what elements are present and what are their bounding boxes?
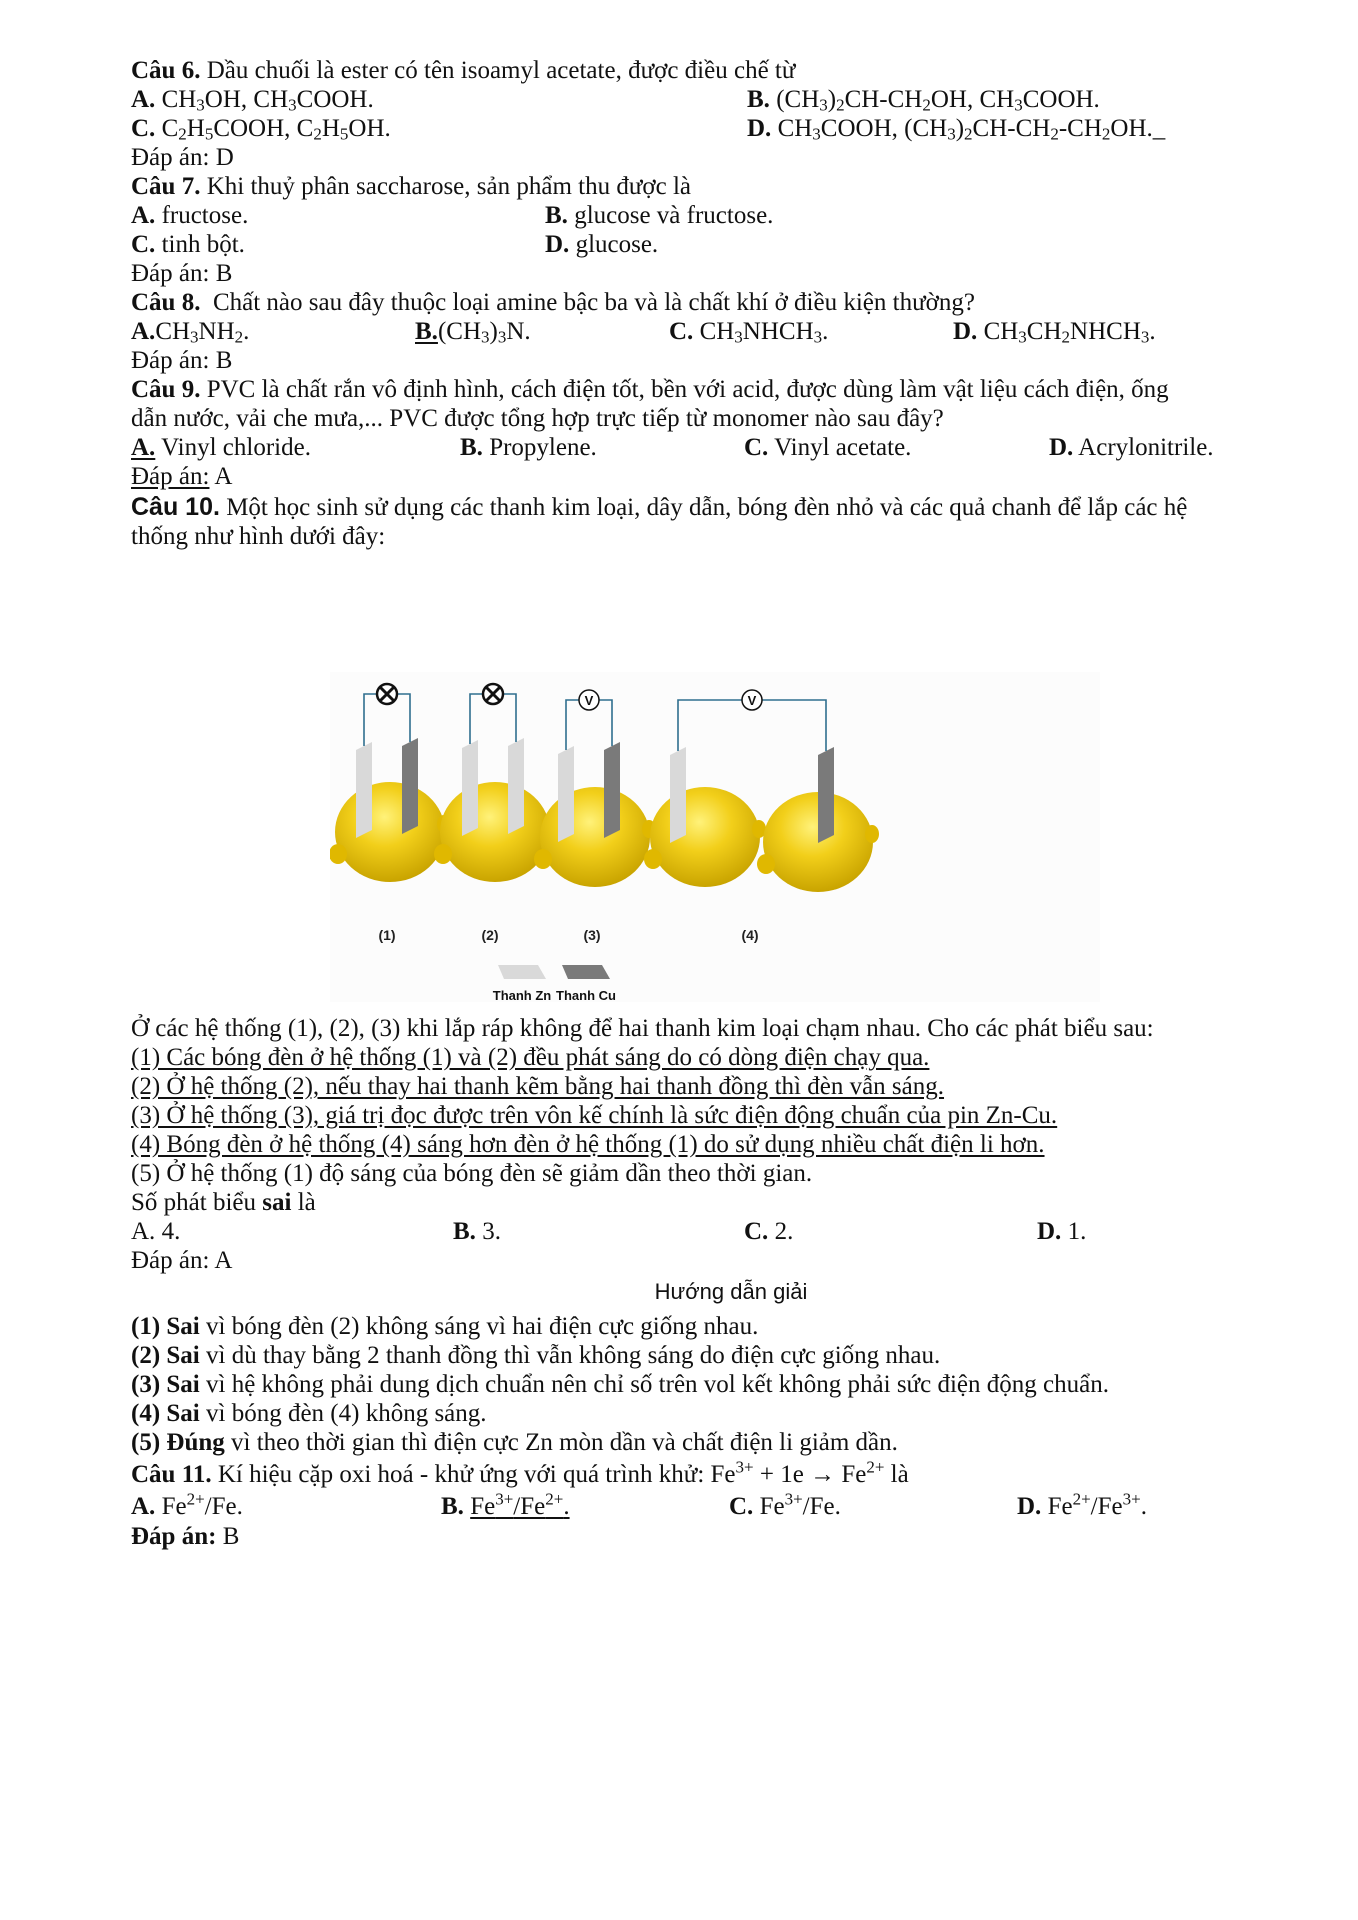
copper-strip [402,738,418,834]
q7-answer: Đáp án: B [131,260,233,287]
q8-answer: Đáp án: B [131,347,233,374]
q10-option-c: C. 2. [744,1218,794,1245]
q6-option-b: B. $(CH_3)_2CH-CH_2OH$, $CH_3COOH$. [747,86,1100,115]
q11-stem: Câu 11. Kí hiệu cặp oxi hoá - khử ứng với quá trình khử: $Fe^{3+} + 1e \to Fe^{2+}$ là [131,1457,909,1488]
q10-statement-2: (2) Ở hệ thống (2), nếu thay hai thanh kẽm bằng hai thanh đồng thì đèn vẫn sáng. [131,1073,945,1100]
q8-text: Chất nào sau đây thuộc loại amine bậc ba và là chất khí ở điều kiện thường? [200,289,975,316]
q7-option-d: D. glucose. [545,231,659,258]
zinc-strip [558,746,574,842]
q6-option-c: C. $C_2H_5COOH$, $C_2H_5OH$. [131,115,391,144]
q7-label: Câu 7. [131,173,201,200]
q10-statement-4: (4) Bóng đèn ở hệ thống (4) sáng hơn đèn ở hệ thống (1) do sử dụng nhiều chất điện li hơn. [131,1131,1045,1158]
q6-option-d: D. $CH_3COOH$, $(CH_3)_2CH-CH_2-CH_2OH.\_$ [747,115,1166,144]
lemon [335,782,445,882]
zinc-strip [356,742,372,838]
q11-answer: Đáp án: B [131,1523,240,1550]
q11-option-a: A. $Fe^{2+}/Fe$. [131,1489,243,1520]
voltmeter-symbol: V [747,693,757,708]
q10-stem-line2: thống như hình dưới đây: [131,523,386,550]
q10-statement-5: (5) Ở hệ thống (1) độ sáng của bóng đèn sẽ giảm dần theo thời gian. [131,1160,813,1187]
q9-option-b: B. Propylene. [460,434,597,461]
q8-label: Câu 8. [131,289,201,316]
system-label: (2) [481,927,499,943]
q9-option-a: A. Vinyl chloride. [131,434,311,461]
solution-text: vì bóng đèn (2) không sáng vì hai điện cực giống nhau. [199,1313,759,1340]
q11-option-b: B. $Fe^{3+}/Fe^{2+}$. [441,1489,570,1520]
lemon-battery-diagram [330,672,1100,1002]
q8-option-a: $A.CH_3NH_2$. [131,318,250,347]
q8-option-b: $B.(CH_3)_3N$. [415,318,531,347]
q6-label: Câu 6. [131,57,201,84]
solution-item [131,1428,898,1458]
copper-strip [604,742,620,838]
q9-option-d: D. Acrylonitrile. [1049,434,1214,461]
q6-option-a: A. $CH_3OH$, $CH_3COOH$. [131,86,374,115]
lemon-tip [644,849,662,869]
lemon-tip [757,854,775,874]
q10-question: Số phát biểu sai là [131,1189,316,1216]
q9-answer: Đáp án: A [131,463,233,490]
q10-answer: Đáp án: A [131,1247,233,1274]
q8-option-d: D. $CH_3CH_2NHCH_3$. [953,318,1156,347]
copper-strip [818,747,834,843]
q10-label: Câu 10. [131,493,220,521]
legend-label: Thanh Cu [556,988,616,1002]
solution-verdict: (1) Sai [131,1313,200,1340]
q11-option-d: D. $Fe^{2+}/Fe^{3+}$. [1017,1489,1147,1520]
q7-stem [131,172,691,202]
legend-label: Thanh Zn [492,988,552,1002]
q10-statement-3: (3) Ở hệ thống (3), giá trị đọc được trên vôn kế chính là sức điện động chuẩn của pin Zn-Cu. [131,1102,1058,1129]
q8-stem [131,288,975,318]
solution-verdict: (4) Sai [131,1400,200,1427]
lemon-tip [534,849,552,869]
q10-option-a: A. 4. [131,1218,181,1245]
solution-text: vì bóng đèn (4) không sáng. [199,1400,487,1427]
q9-label: Câu 9. [131,376,201,403]
q9-stem-line1: Câu 9. PVC là chất rắn vô định hình, cách điện tốt, bền với acid, được dùng làm vật liệu cách điện, ống [131,376,1169,403]
legend-swatch [562,965,610,979]
solution-item [131,1341,940,1371]
solution-verdict: (5) Đúng [131,1429,225,1456]
lemon-battery-figure [330,672,1100,1002]
system-label: (4) [741,927,759,943]
q9-option-c: C. Vinyl acetate. [744,434,912,461]
q11-label: Câu 11. [131,1461,212,1488]
zinc-strip [462,740,478,836]
system-label: (3) [583,927,601,943]
lemon [650,787,760,887]
q9-stem-line2: dẫn nước, vải che mưa,... PVC được tổng hợp trực tiếp từ monomer nào sau đây? [131,405,944,432]
solution-item [131,1370,1109,1400]
zinc-strip [508,738,524,834]
solution-text: vì dù thay bằng 2 thanh đồng thì vẫn không sáng do điện cực giống nhau. [199,1342,941,1369]
q10-option-d: D. 1. [1037,1218,1087,1245]
q6-stem [131,56,795,86]
solution-title: Hướng dẫn giải [654,1279,808,1304]
solution-item [131,1312,758,1342]
q10-stem-line1: Câu 10. Một học sinh sử dụng các thanh kim loại, dây dẫn, bóng đèn nhỏ và các quả chanh để lắp các hệ [131,493,1188,521]
q10-intro: Ở các hệ thống (1), (2), (3) khi lắp ráp không để hai thanh kim loại chạm nhau. Cho các phát biểu sau: [131,1015,1154,1042]
q10-statement-1: (1) Các bóng đèn ở hệ thống (1) và (2) đều phát sáng do có dòng điện chạy qua. [131,1044,930,1071]
solution-verdict: (3) Sai [131,1371,200,1398]
q6-text: Dầu chuối là ester có tên isoamyl acetate, được điều chế từ [200,57,796,84]
q10-option-b: B. 3. [453,1218,501,1245]
q7-text: Khi thuỷ phân saccharose, sản phẩm thu được là [200,173,691,200]
legend-swatch [498,965,546,979]
q8-option-c: C. $CH_3NHCH_3$. [669,318,829,347]
solution-text: vì hệ không phải dung dịch chuẩn nên chỉ số trên vol kết không phải sức điện động chuẩn. [199,1371,1109,1398]
lemon [440,782,550,882]
voltmeter-symbol: V [584,693,594,708]
system-label: (1) [378,927,396,943]
solution-text: vì theo thời gian thì điện cực Zn mòn dần và chất điện li giảm dần. [224,1429,898,1456]
solution-item [131,1399,487,1429]
q7-option-a: A. fructose. [131,202,249,229]
lemon [540,787,650,887]
q6-answer: Đáp án: D [131,144,234,171]
q11-option-c: C. $Fe^{3+}/Fe$. [729,1489,841,1520]
q7-option-b: B. glucose và fructose. [545,202,774,229]
q7-option-c: C. tinh bột. [131,231,245,258]
lemon-tip [865,825,879,843]
lemon-tip [434,844,452,864]
zinc-strip [670,747,686,843]
solution-verdict: (2) Sai [131,1342,200,1369]
